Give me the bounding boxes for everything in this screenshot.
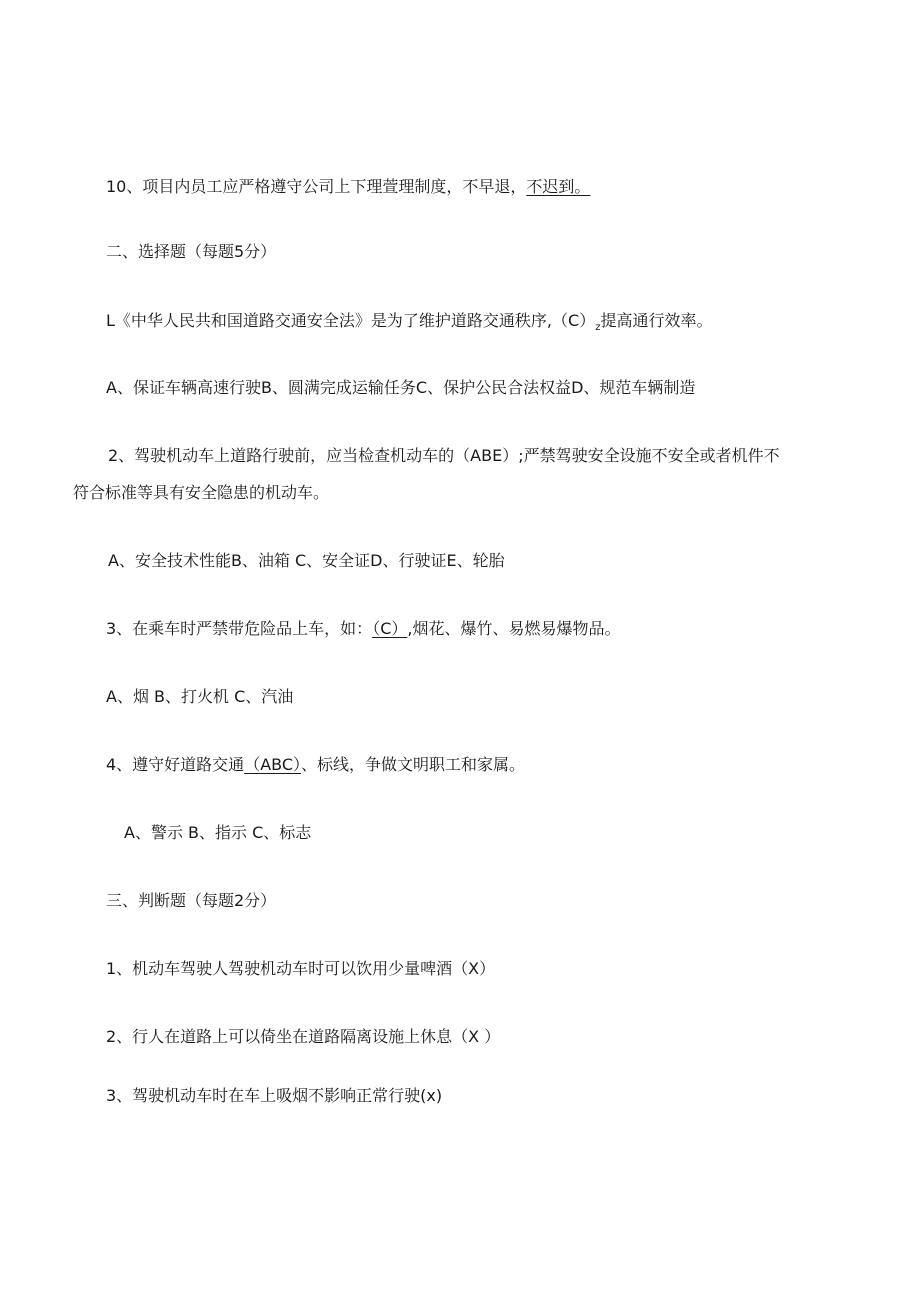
mc-2-line-2: 符合标准等具有安全隐患的机动车。 — [73, 483, 330, 502]
mc-3-after: ,烟花、爆竹、易燃易爆物品。 — [407, 619, 621, 638]
tf-item: 1、机动车驾驶人驾驶机动车时可以饮用少量啤酒（X） — [106, 959, 496, 978]
mc-2-line-1: 2、驾驶机动车上道路行驶前，应当检查机动车的（ABE）;严禁驾驶安全设施不安全或者机件不 — [108, 446, 780, 465]
mc-1-before: L《中华人民共和国道路交通安全法》是为了维护道路交通秩序,（ — [106, 311, 569, 330]
mc-1-after: 提高通行效率。 — [600, 311, 713, 330]
mc-question-1 — [106, 311, 712, 334]
section-2-title: 二、选择题（每题5分） — [106, 242, 277, 261]
mc-3-blank: （C） — [372, 619, 408, 638]
tf-item: 2、行人在道路上可以倚坐在道路隔离设施上休息（X ） — [106, 1027, 501, 1046]
mc-3-before: 3、在乘车时严禁带危险品上车，如： — [106, 619, 373, 638]
mc-1-close: ） — [579, 311, 596, 330]
mc-1-options: A、保证车辆高速行驶B、圆满完成运输任务C、保护公民合法权益D、规范车辆制造 — [106, 378, 696, 397]
mc-1-answer: C — [568, 311, 580, 330]
question-10-text: 10、项目内员工应严格遵守公司上下理萱理制度，不早退， — [106, 177, 527, 196]
mc-4-blank: （ABC） — [244, 755, 302, 774]
question-10 — [106, 177, 590, 197]
question-10-underlined: 不迟到。 — [526, 177, 591, 196]
mc-2-options: A、安全技术性能B、油箱 C、安全证D、行驶证E、轮胎 — [108, 551, 505, 570]
mc-question-3 — [106, 619, 620, 639]
mc-1-sub: z — [595, 322, 601, 333]
mc-question-4 — [106, 755, 525, 775]
mc-4-after: 、标线，争做文明职工和家属。 — [301, 755, 526, 774]
mc-3-options: A、烟 B、打火机 C、汽油 — [106, 687, 294, 706]
mc-4-options: A、警示 B、指示 C、标志 — [124, 823, 312, 842]
section-3-title: 三、判断题（每题2分） — [106, 891, 277, 910]
mc-4-before: 4、遵守好道路交通 — [106, 755, 245, 774]
tf-item: 3、驾驶机动车时在车上吸烟不影响正常行驶(x) — [106, 1086, 443, 1105]
